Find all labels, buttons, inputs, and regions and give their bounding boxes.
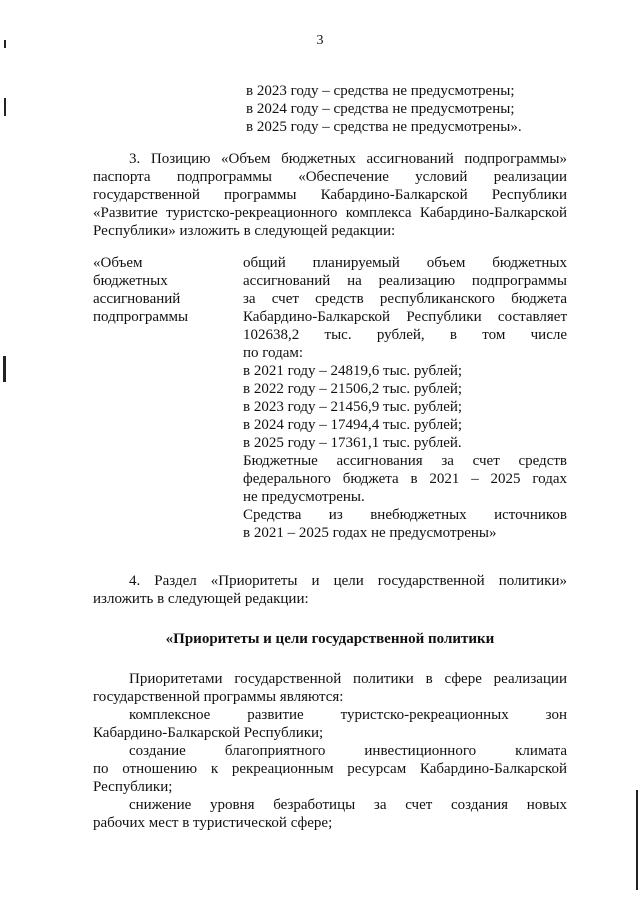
intro-line: в 2023 году – средства не предусмотрены;	[246, 83, 515, 99]
table-label-line: «Объем	[93, 255, 143, 271]
table-value-line: за счет средств республиканского бюджета	[243, 291, 567, 307]
paragraph-line: изложить в следующей редакции:	[93, 591, 309, 607]
table-label-line: ассигнований	[93, 291, 181, 307]
table-value-line: ассигнований на реализацию подпрограммы	[243, 273, 567, 289]
paragraph-line: комплексное развитие туристско-рекреационных зон	[129, 707, 567, 723]
table-label-line: подпрограммы	[93, 309, 189, 325]
table-value-line: Бюджетные ассигнования за счет средств	[243, 453, 567, 469]
paragraph-line: государственной программы являются:	[93, 689, 344, 705]
paragraph-line: по отношению к рекреационным ресурсам Кабардино-Балкарской	[93, 761, 567, 777]
intro-line: в 2024 году – средства не предусмотрены;	[246, 101, 515, 117]
table-value-line: по годам:	[243, 345, 304, 361]
intro-line: в 2025 году – средства не предусмотрены».	[246, 119, 522, 135]
table-label-column	[93, 254, 243, 542]
table-value-line: общий планируемый объем бюджетных	[243, 255, 567, 271]
table-value-line: федерального бюджета в 2021 – 2025 годах	[243, 471, 567, 487]
margin-mark	[3, 356, 6, 382]
table-value-line: Кабардино-Балкарской Республики составляет	[243, 309, 567, 325]
paragraph-line: Кабардино-Балкарской Республики;	[93, 725, 324, 741]
table-value-line: в 2021 году – 24819,6 тыс. рублей;	[243, 363, 463, 379]
budget-table	[93, 254, 567, 542]
section-heading: «Приоритеты и цели государственной политики	[165, 631, 495, 647]
table-value-line: Средства из внебюджетных источников	[243, 507, 567, 523]
priorities-paragraph	[93, 670, 567, 832]
paragraph-line: рабочих мест в туристической сфере;	[93, 815, 333, 831]
table-label-line: бюджетных	[93, 273, 168, 289]
paragraph-line: Приоритетами государственной политики в сфере реализации	[129, 671, 567, 687]
table-value-line: в 2025 году – 17361,1 тыс. рублей.	[243, 435, 462, 451]
item-3-paragraph	[93, 150, 567, 240]
table-value-column	[243, 254, 567, 542]
document-body	[93, 82, 567, 832]
margin-mark	[4, 98, 6, 116]
item-4-paragraph	[93, 572, 567, 608]
table-value-line: в 2021 – 2025 годах не предусмотрены»	[243, 525, 497, 541]
table-value-line: в 2022 году – 21506,2 тыс. рублей;	[243, 381, 463, 397]
page-number: 3	[316, 33, 324, 48]
paragraph-line: государственной программы Кабардино-Балкарской Республики	[93, 187, 567, 203]
paragraph-line: Республики;	[93, 779, 173, 795]
paragraph-line: создание благоприятного инвестиционного климата	[129, 743, 567, 759]
paragraph-line: «Развитие туристско-рекреационного комплекса Кабардино-Балкарской	[93, 205, 567, 221]
table-value-line: не предусмотрены.	[243, 489, 365, 505]
table-value-line: 102638,2 тыс. рублей, в том числе	[243, 327, 567, 343]
paragraph-line: паспорта подпрограммы «Обеспечение условий реализации	[93, 169, 567, 185]
paragraph-line: снижение уровня безработицы за счет создания новых	[129, 797, 567, 813]
paragraph-line: 4. Раздел «Приоритеты и цели государственной политики»	[129, 573, 567, 589]
intro-block	[93, 82, 567, 136]
table-value-line: в 2023 году – 21456,9 тыс. рублей;	[243, 399, 463, 415]
paragraph-line: Республики» изложить в следующей редакции:	[93, 223, 396, 239]
table-value-line: в 2024 году – 17494,4 тыс. рублей;	[243, 417, 463, 433]
paragraph-line: 3. Позицию «Объем бюджетных ассигнований подпрограммы»	[129, 151, 567, 167]
margin-mark	[636, 790, 638, 890]
